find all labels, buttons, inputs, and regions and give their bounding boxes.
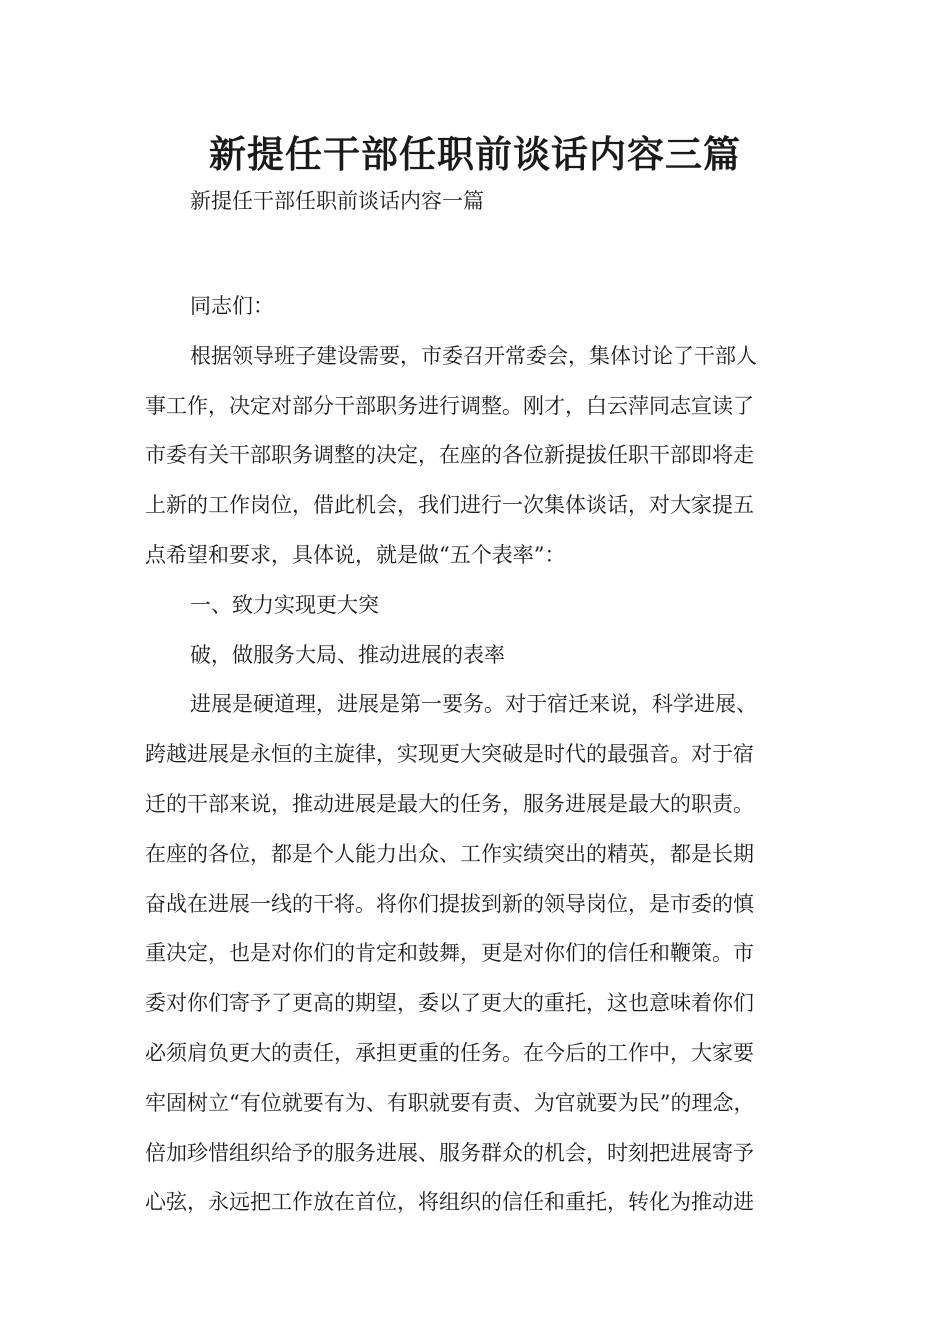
document-title: 新提任干部任职前谈话内容三篇 [209,132,741,176]
body-line: 必须肩负更大的责任，承担更重的任务。在今后的工作中，大家要 [145,1040,754,1065]
body-line: 破，做服务大局、推动进展的表率 [190,642,505,667]
body-line: 跨越进展是永恒的主旋律，实现更大突破是时代的最强音。对于宿 [145,742,754,767]
body-line: 在座的各位，都是个人能力出众、工作实绩突出的精英，都是长期 [145,841,754,866]
body-line: 委对你们寄予了更高的期望，委以了更大的重托，这也意味着你们 [145,991,754,1016]
body-line: 一、致力实现更大突 [190,592,379,617]
body-line: 奋战在进展一线的干将。将你们提拔到新的领导岗位，是市委的慎 [145,891,754,916]
body-line: 心弦，永远把工作放在首位，将组织的信任和重托，转化为推动进 [145,1190,754,1215]
body-line: 重决定，也是对你们的肯定和鼓舞，更是对你们的信任和鞭策。市 [145,941,754,966]
body-line: 点希望和要求，具体说，就是做“五个表率”： [145,542,566,567]
body-line: 进展是硬道理，进展是第一要务。对于宿迁来说，科学进展、 [190,692,757,717]
document-subtitle: 新提任干部任职前谈话内容一篇 [190,189,484,213]
body-line: 上新的工作岗位，借此机会，我们进行一次集体谈话，对大家提五 [145,493,754,518]
body-line: 同志们： [190,294,274,318]
body-line: 市委有关干部职务调整的决定，在座的各位新提拔任职干部即将走 [145,443,754,468]
body-line: 根据领导班子建设需要，市委召开常委会，集体讨论了干部人 [190,343,757,368]
body-line: 倍加珍惜组织给予的服务进展、服务群众的机会，时刻把进展寄予 [145,1140,754,1165]
document-body [145,282,825,1228]
body-line: 迁的干部来说，推动进展是最大的任务，服务进展是最大的职责。 [145,791,754,816]
body-line: 事工作，决定对部分干部职务进行调整。刚才，白云萍同志宣读了 [145,393,754,418]
body-line: 牢固树立“有位就要有为、有职就要有责、为官就要为民”的理念， [145,1090,755,1115]
